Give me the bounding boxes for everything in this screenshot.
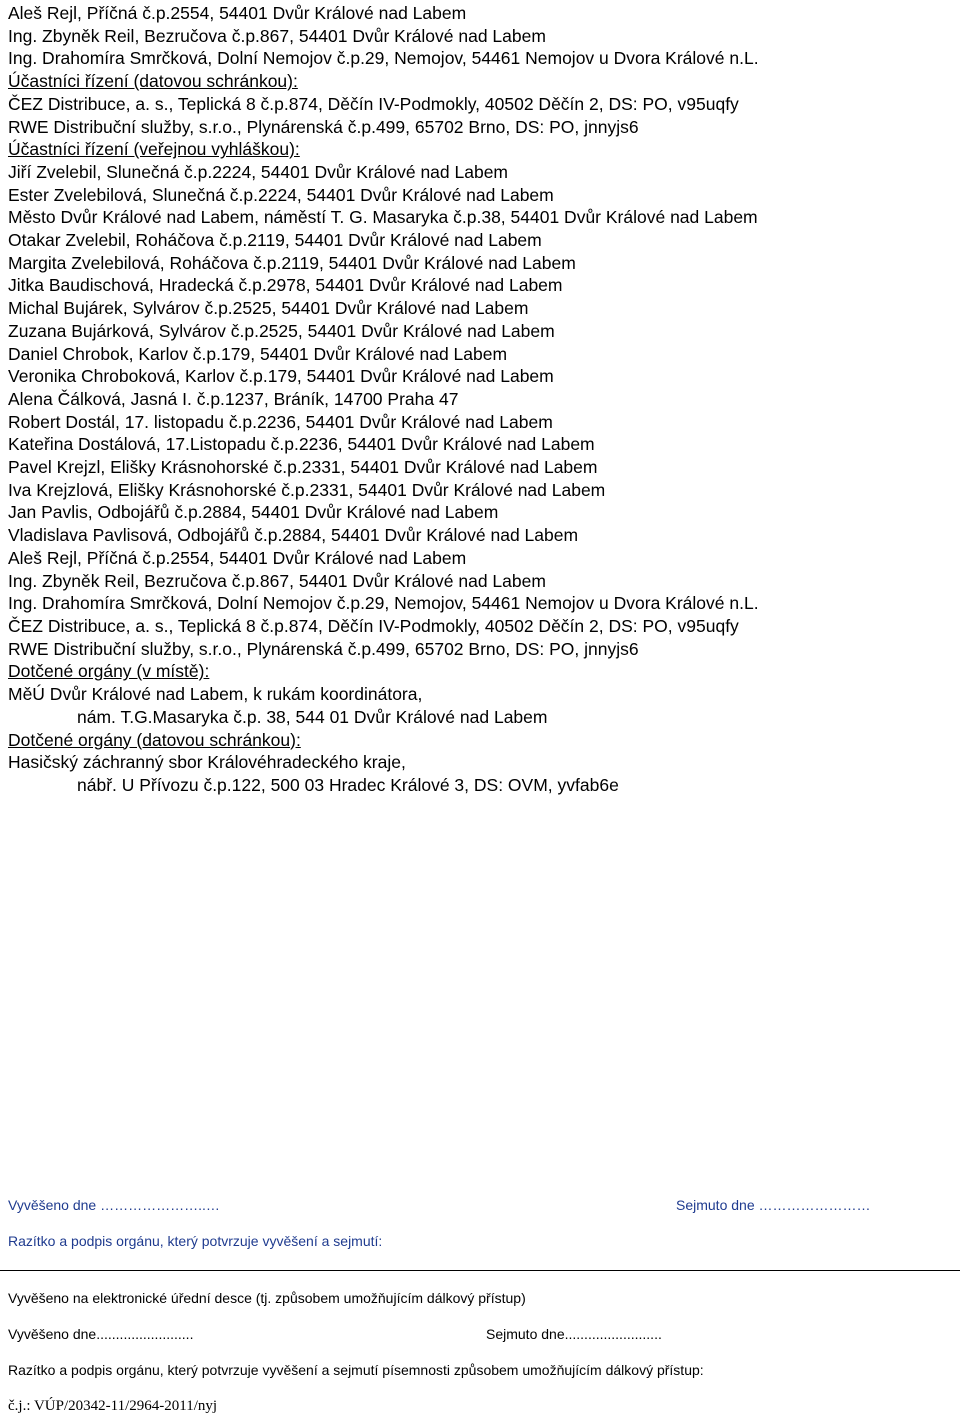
recipient-line: ČEZ Distribuce, a. s., Teplická 8 č.p.874, Děčín IV-Podmokly, 40502 Děčín 2, DS: PO, v95uqfy [8, 615, 739, 636]
recipient-line: Ester Zvelebilová, Slunečná č.p.2224, 54401 Dvůr Králové nad Labem [8, 184, 554, 205]
recipient-line: RWE Distribuční služby, s.r.o., Plynárenská č.p.499, 65702 Brno, DS: PO, jnnyjs6 [8, 638, 639, 659]
recipient-line: Zuzana Bujárková, Sylvárov č.p.2525, 54401 Dvůr Králové nad Labem [8, 320, 555, 341]
recipient-line: Aleš Rejl, Příčná č.p.2554, 54401 Dvůr Králové nad Labem [8, 547, 467, 568]
stamp-label: Razítko a podpis orgánu, který potvrzuje vyvěšení a sejmutí: [8, 1233, 383, 1249]
recipient-line: Hasičský záchranný sbor Královéhradeckého kraje, [8, 752, 406, 773]
recipient-line: Jitka Baudischová, Hradecká č.p.2978, 54401 Dvůr Králové nad Labem [8, 275, 563, 296]
removed-label-electronic: Sejmuto dne......................... [486, 1326, 662, 1342]
recipient-line: Jan Pavlis, Odbojářů č.p.2884, 54401 Dvůr Králové nad Labem [8, 502, 499, 523]
removed-label: Sejmuto dne …………………… [676, 1197, 871, 1213]
recipient-line: Robert Dostál, 17. listopadu č.p.2236, 54401 Dvůr Králové nad Labem [8, 411, 553, 432]
recipient-line: Ing. Drahomíra Smrčková, Dolní Nemojov č.p.29, Nemojov, 54461 Nemojov u Dvora Králové n.L. [8, 593, 759, 614]
recipient-line: Veronika Chroboková, Karlov č.p.179, 54401 Dvůr Králové nad Labem [8, 366, 554, 387]
recipient-line: MěÚ Dvůr Králové nad Labem, k rukám koordinátora, [8, 684, 423, 705]
recipient-line: Vladislava Pavlisová, Odbojářů č.p.2884, 54401 Dvůr Králové nad Labem [8, 525, 579, 546]
recipient-line: nám. T.G.Masaryka č.p. 38, 544 01 Dvůr Králové nad Labem [77, 706, 548, 727]
recipient-line: ČEZ Distribuce, a. s., Teplická 8 č.p.874, Děčín IV-Podmokly, 40502 Děčín 2, DS: PO, v95uqfy [8, 93, 739, 114]
section-heading: Účastníci řízení (veřejnou vyhláškou): [8, 139, 300, 160]
recipient-line: Margita Zvelebilová, Roháčova č.p.2119, 54401 Dvůr Králové nad Labem [8, 252, 576, 273]
footer-divider [0, 1270, 960, 1271]
section-heading: Dotčené orgány (datovou schránkou): [8, 729, 301, 750]
recipient-list [8, 2, 948, 797]
stamp-label-electronic: Razítko a podpis orgánu, který potvrzuje vyvěšení a sejmutí písemnosti způsobem umožňujícím dálkový přístup: [8, 1362, 704, 1378]
reference-label: č.j.: VÚP/20342-11/2964-2011/nyj [8, 1398, 218, 1414]
recipient-line: Město Dvůr Králové nad Labem, náměstí T. G. Masaryka č.p.38, 54401 Dvůr Králové nad Labem [8, 207, 758, 228]
recipient-line: Kateřina Dostálová, 17.Listopadu č.p.2236, 54401 Dvůr Králové nad Labem [8, 434, 595, 455]
electronic-label: Vyvěšeno na elektronické úřední desce (tj. způsobem umožňujícím dálkový přístup) [8, 1290, 526, 1306]
reference-number [8, 1398, 952, 1415]
recipient-line: Ing. Drahomíra Smrčková, Dolní Nemojov č.p.29, Nemojov, 54461 Nemojov u Dvora Králové n.L. [8, 48, 759, 69]
electronic-posted-line [8, 1326, 952, 1342]
removed-date-line [676, 1197, 946, 1213]
section-heading: Účastníci řízení (datovou schránkou): [8, 71, 298, 92]
recipient-line: Otakar Zvelebil, Roháčova č.p.2119, 54401 Dvůr Králové nad Labem [8, 230, 542, 251]
recipient-line: Jiří Zvelebil, Slunečná č.p.2224, 54401 Dvůr Králové nad Labem [8, 161, 509, 182]
recipient-line: Daniel Chrobok, Karlov č.p.179, 54401 Dvůr Králové nad Labem [8, 343, 508, 364]
electronic-stamp-line [8, 1362, 952, 1378]
section-heading: Dotčené orgány (v místě): [8, 661, 210, 682]
recipient-line: Alena Čálková, Jasná I. č.p.1237, Bráník, 14700 Praha 47 [8, 388, 459, 409]
recipient-line: nábř. U Přívozu č.p.122, 500 03 Hradec Králové 3, DS: OVM, yvfab6e [77, 774, 619, 795]
electronic-removed-line [486, 1326, 786, 1342]
electronic-board-line [8, 1290, 952, 1306]
stamp-line [8, 1233, 952, 1249]
recipient-line: Ing. Zbyněk Reil, Bezručova č.p.867, 54401 Dvůr Králové nad Labem [8, 25, 546, 46]
recipient-line: Pavel Krejzl, Elišky Krásnohorské č.p.2331, 54401 Dvůr Králové nad Labem [8, 457, 598, 478]
recipient-line: RWE Distribuční služby, s.r.o., Plynárenská č.p.499, 65702 Brno, DS: PO, jnnyjs6 [8, 116, 639, 137]
recipient-line: Ing. Zbyněk Reil, Bezručova č.p.867, 54401 Dvůr Králové nad Labem [8, 570, 546, 591]
recipient-line: Aleš Rejl, Příčná č.p.2554, 54401 Dvůr Králové nad Labem [8, 3, 467, 23]
recipient-line: Michal Bujárek, Sylvárov č.p.2525, 54401 Dvůr Králové nad Labem [8, 298, 529, 319]
posted-label: Vyvěšeno dne …………………..… [8, 1197, 220, 1213]
recipient-line: Iva Krejzlová, Elišky Krásnohorské č.p.2331, 54401 Dvůr Králové nad Labem [8, 479, 606, 500]
posted-label-electronic: Vyvěšeno dne......................... [8, 1326, 194, 1342]
